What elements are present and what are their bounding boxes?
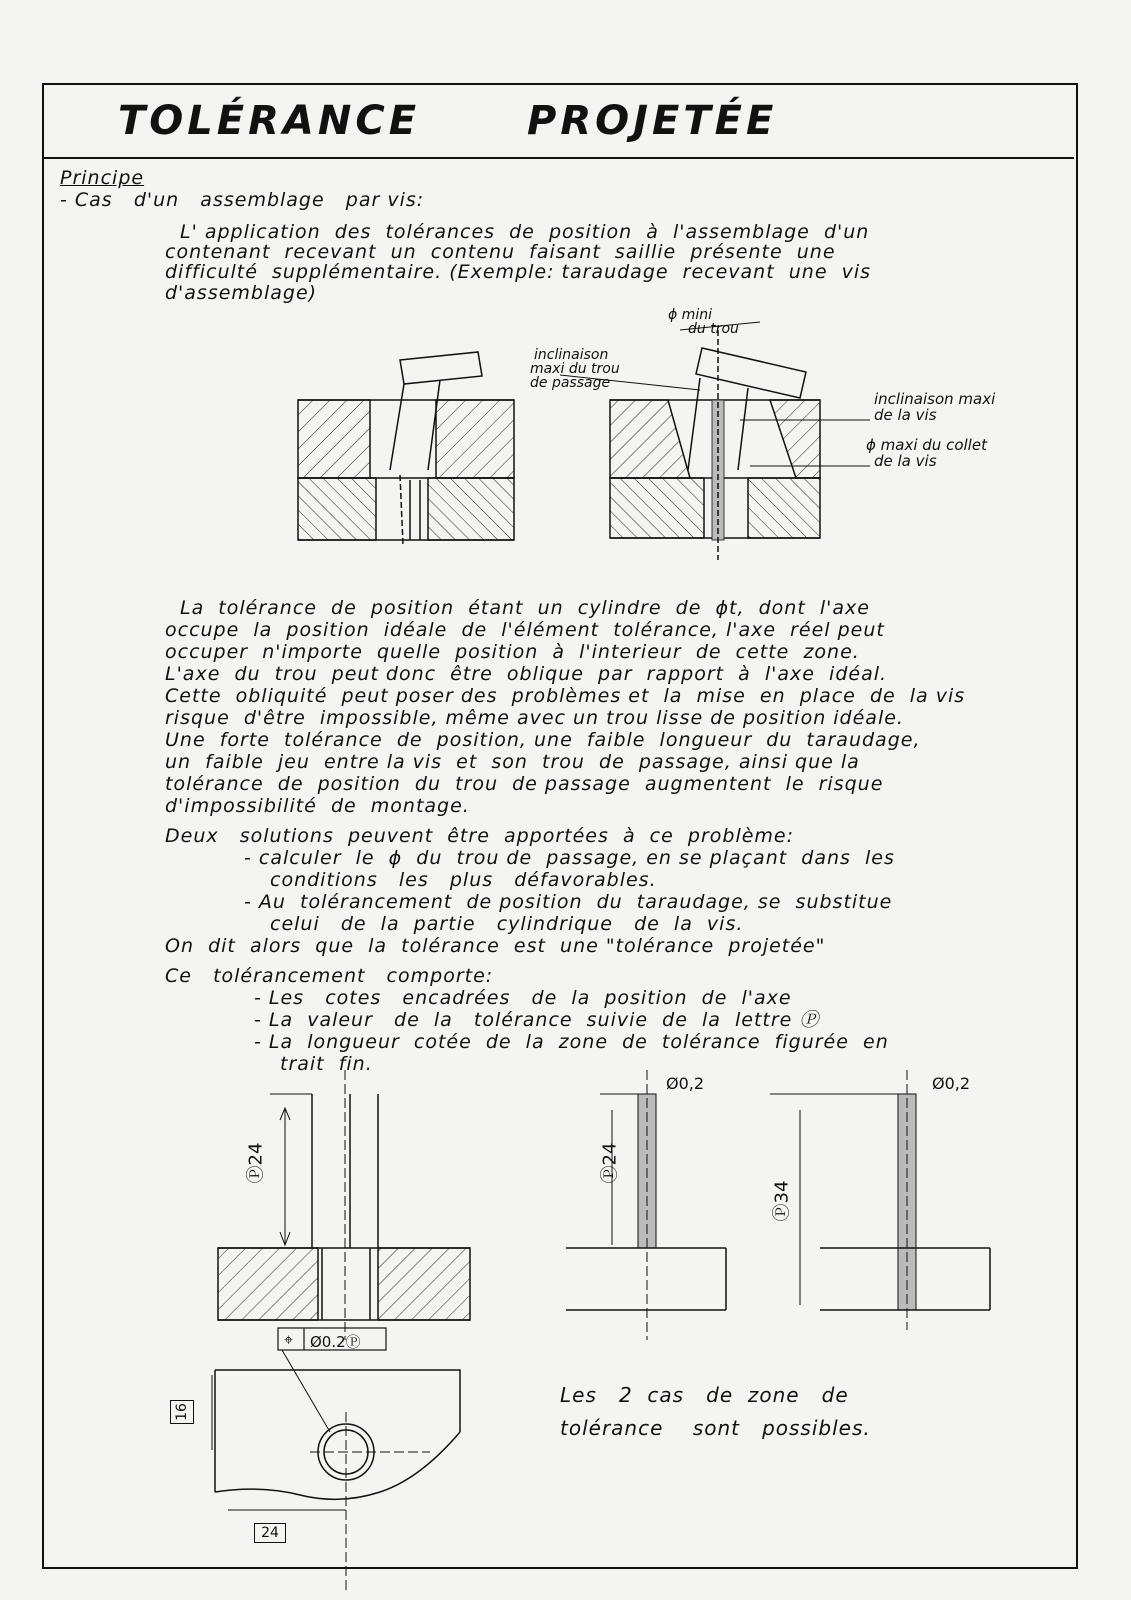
dimension-24: 24	[254, 1523, 286, 1543]
components-line: Ce tolérancement comporte:	[165, 965, 494, 987]
body-line: La tolérance de position étant un cylindre de ϕt, dont l'axe	[180, 597, 870, 619]
dimension-diameter-right: Ø0,2	[932, 1074, 971, 1093]
dimension-p24-middle: Ⓟ24	[599, 1142, 621, 1184]
solutions-line: - calculer le ϕ du trou de passage, en se plaçant dans les	[244, 847, 895, 869]
assembly-left	[298, 352, 514, 545]
body-line: occuper n'importe quelle position à l'interieur de cette zone.	[165, 641, 860, 663]
body-line: Cette obliquité peut poser des problèmes et la mise en place de la vis	[165, 685, 966, 707]
components-line: - La valeur de la tolérance suivie de la lettre Ⓟ	[254, 1009, 820, 1031]
body-line: risque d'être impossible, même avec un trou lisse de position idéale.	[165, 707, 904, 729]
label-line: ϕ mini	[668, 307, 712, 323]
drawing-bottom-left	[218, 1070, 470, 1340]
body-line: occupe la position idéale de l'élément tolérance, l'axe réel peut	[165, 619, 885, 641]
title-part-1: TOLÉRANCE	[118, 98, 421, 144]
label-line: ϕ maxi du collet	[866, 436, 987, 454]
intro-line: d'assemblage)	[165, 282, 318, 304]
body-line: Une forte tolérance de position, une faible longueur du taraudage,	[165, 729, 921, 751]
dimension-16: 16	[170, 1400, 194, 1424]
solutions-line: On dit alors que la tolérance est une "tolérance projetée"	[165, 935, 826, 957]
dimension-p24-left: Ⓟ24	[245, 1142, 267, 1184]
drawing-plan-view	[212, 1328, 460, 1590]
intro-line: L' application des tolérances de position à l'assemblage d'un	[180, 221, 870, 243]
body-line: un faible jeu entre la vis et son trou de passage, ainsi que la	[165, 751, 860, 773]
solutions-line: celui de la partie cylindrique de la vis.	[270, 913, 744, 935]
solutions-line: - Au tolérancement de position du taraudage, se substitue	[244, 891, 893, 913]
components-line: - La longueur cotée de la zone de tolérance figurée en	[254, 1031, 889, 1053]
intro-line: difficulté supplémentaire. (Exemple: taraudage recevant une vis	[165, 261, 872, 283]
label-line: du trou	[688, 321, 739, 337]
title-part-2: PROJETÉE	[527, 98, 778, 144]
solutions-line: Deux solutions peuvent être apportées à ce problème:	[165, 825, 795, 847]
section-subheading: - Cas d'un assemblage par vis:	[60, 189, 425, 211]
label-line: inclinaison	[534, 347, 609, 363]
caption-line: tolérance sont possibles.	[560, 1416, 871, 1440]
tolerance-frame-symbol: ⌖	[284, 1330, 294, 1349]
dimension-diameter-middle: Ø0,2	[666, 1074, 705, 1093]
label-line: de la vis	[874, 452, 937, 470]
drawing-bottom-right	[770, 1070, 990, 1330]
solutions-line: conditions les plus défavorables.	[270, 869, 657, 891]
tolerance-frame-value: Ø0.2Ⓟ	[310, 1333, 361, 1351]
label-line: de la vis	[874, 406, 937, 424]
label-line: de passage	[530, 375, 611, 391]
components-line: trait fin.	[280, 1053, 373, 1075]
body-line: L'axe du trou peut donc être oblique par rapport à l'axe idéal.	[165, 663, 888, 685]
body-line: d'impossibilité de montage.	[165, 795, 470, 817]
label-line: inclinaison maxi	[874, 390, 996, 408]
intro-line: contenant recevant un contenu faisant saillie présente une	[165, 241, 836, 263]
label-line: maxi du trou	[530, 361, 620, 377]
body-line: tolérance de position du trou de passage augmentent le risque	[165, 773, 884, 795]
section-heading: Principe	[60, 167, 145, 189]
caption-line: Les 2 cas de zone de	[560, 1383, 849, 1407]
components-line: - Les cotes encadrées de la position de l'axe	[254, 987, 792, 1009]
drawing-bottom-middle	[566, 1070, 726, 1340]
dimension-p34: Ⓟ34	[771, 1180, 793, 1222]
